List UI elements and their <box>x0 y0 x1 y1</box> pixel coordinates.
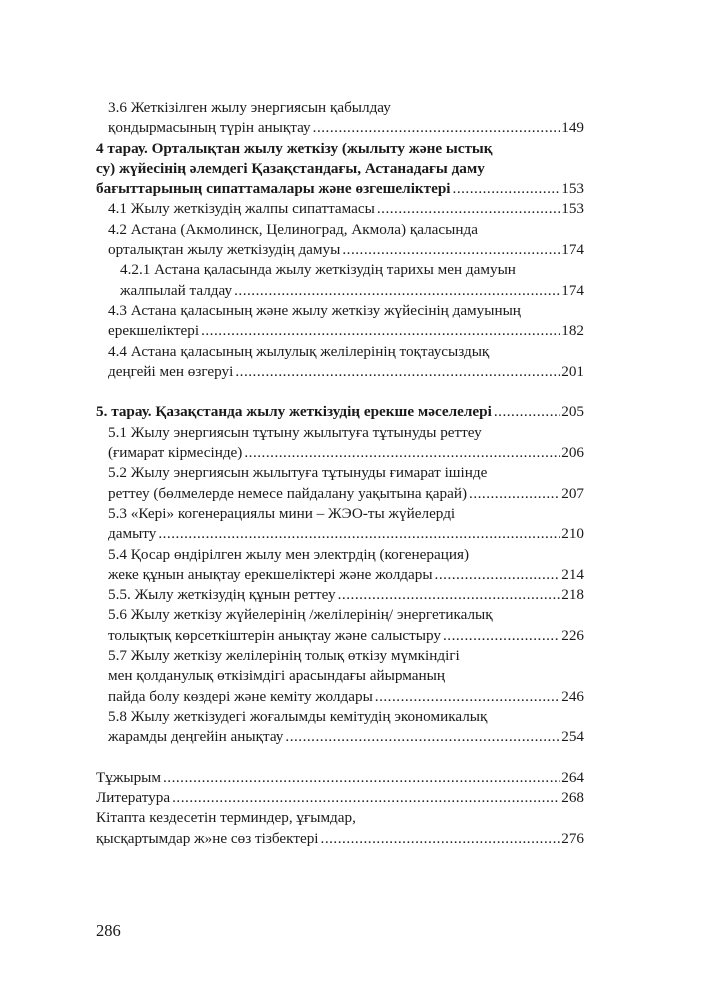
toc-entry-title: 4 тарау. Орталықтан жылу жеткізу (жылыту және ыстық <box>96 139 493 157</box>
toc-entry-title: 4.3 Астана қаласының және жылу жеткізу жүйесінің дамуының <box>108 301 521 319</box>
toc-page-number: 153 <box>561 180 584 198</box>
toc-page-number: 214 <box>561 565 584 583</box>
toc-entry-title: Кітапта кездесетін терминдер, ұғымдар, <box>96 809 356 827</box>
toc-entry-wrapped-line <box>0 139 705 159</box>
section-gap <box>0 382 705 402</box>
toc-page-number: 182 <box>561 322 584 340</box>
toc-entry <box>0 788 705 808</box>
toc-entry <box>0 402 705 422</box>
toc-entry <box>0 484 705 504</box>
toc-dot-leader <box>163 768 560 788</box>
toc-dot-leader <box>494 402 560 422</box>
toc-entry-title: дамыту <box>108 525 157 543</box>
toc-entry-title: 5.8 Жылу жеткізудегі жоғалымды кемітудің экономикалық <box>108 707 488 725</box>
toc-page-number: 226 <box>561 626 584 644</box>
toc-entry-title: 5.7 Жылу жеткізу желілерінің толық өткізу мүмкіндігі <box>108 647 460 665</box>
toc-entry <box>0 281 705 301</box>
toc-entry <box>0 565 705 585</box>
toc-entry <box>0 240 705 260</box>
toc-entry-title: 5.6 Жылу жеткізу жүйелерінің /желілерінің/ энергетикалық <box>108 606 493 624</box>
toc-entry-title: қысқартымдар ж»не сөз тізбектері <box>96 829 319 847</box>
toc-entry-title: Тұжырым <box>96 768 161 786</box>
toc-page-number: 174 <box>561 281 584 299</box>
toc-dot-leader <box>342 240 560 260</box>
toc-entry <box>0 585 705 605</box>
toc-entry-title: жалпылай талдау <box>120 281 233 299</box>
toc-dot-leader <box>313 118 561 138</box>
toc-entry-title: 5.3 «Кері» когенерациялы мини – ЖЭО-ты жүйелерді <box>108 504 456 522</box>
toc-page-number: 210 <box>561 525 584 543</box>
toc-entry-title: 4.4 Астана қаласының жылулық желілерінің тоқтаусыздық <box>108 342 490 360</box>
toc-entry-title: ерекшеліктері <box>108 322 200 340</box>
toc-page-number: 207 <box>561 484 584 502</box>
toc-entry-wrapped-line <box>0 808 705 828</box>
toc-entry-title: пайда болу көздері және кеміту жолдары <box>108 687 373 705</box>
toc-entry-title: 5.5. Жылу жеткізудің құнын реттеу <box>108 586 336 604</box>
toc-entry-wrapped-line <box>0 301 705 321</box>
toc-entry-title: қондырмасының түрін анықтау <box>108 119 311 137</box>
toc-entry-title: жеке құнын анықтау ерекшеліктері және жолдары <box>108 565 433 583</box>
toc-entry-wrapped-line <box>0 463 705 483</box>
toc-entry <box>0 524 705 544</box>
toc-entry-wrapped-line <box>0 707 705 727</box>
toc-entry-title: 4.1 Жылу жеткізудің жалпы сипаттамасы <box>108 200 375 218</box>
toc-entry-title: орталықтан жылу жеткізудің дамуы <box>108 241 341 259</box>
toc-entry-title: (ғимарат кірмесінде) <box>108 444 243 462</box>
toc-entry-wrapped-line <box>0 545 705 565</box>
toc-dot-leader <box>443 626 560 646</box>
toc-dot-leader <box>469 484 560 504</box>
toc-page-number: 254 <box>561 728 584 746</box>
toc-entry-wrapped-line <box>0 260 705 280</box>
toc-dot-leader <box>158 524 560 544</box>
toc-dot-leader <box>321 829 561 849</box>
toc-page-number: 153 <box>561 200 584 218</box>
toc-entry-title: 5. тарау. Қазақстанда жылу жеткізудің ерекше мәселелері <box>96 403 492 421</box>
toc-entry-wrapped-line <box>0 220 705 240</box>
toc-dot-leader <box>338 585 561 605</box>
toc-entry-wrapped-line <box>0 98 705 118</box>
toc-entry-wrapped-line <box>0 605 705 625</box>
toc-dot-leader <box>172 788 560 808</box>
toc-page-number: 205 <box>561 403 584 421</box>
toc-entry-wrapped-line <box>0 504 705 524</box>
toc-dot-leader <box>375 687 560 707</box>
section-gap <box>0 748 705 768</box>
toc-page-number: 276 <box>561 829 584 847</box>
toc-entry-wrapped-line <box>0 159 705 179</box>
page-number: 286 <box>96 921 121 940</box>
toc-dot-leader <box>453 179 561 199</box>
toc-entry-title: 5.2 Жылу энергиясын жылытуға тұтынуды ғимарат ішінде <box>108 464 488 482</box>
toc-entry-title: жарамды деңгейін анықтау <box>108 728 284 746</box>
toc-entry-wrapped-line <box>0 646 705 666</box>
toc-dot-leader <box>234 281 560 301</box>
toc-entry-title: 5.1 Жылу энергиясын тұтыну жылытуға тұтынуды реттеу <box>108 423 482 441</box>
toc-entry <box>0 118 705 138</box>
toc-entry-title: деңгейі мен өзгеруі <box>108 362 234 380</box>
toc-entry <box>0 321 705 341</box>
toc-entry-title: 3.6 Жеткізілген жылу энергиясын қабылдау <box>108 99 391 116</box>
toc-dot-leader <box>235 362 560 382</box>
toc-entry <box>0 626 705 646</box>
toc-page-number: 264 <box>561 768 584 786</box>
toc-entry-title: 4.2 Астана (Акмолинск, Целиноград, Акмола) қаласында <box>108 220 478 238</box>
toc-page-number: 174 <box>561 241 584 259</box>
toc-entry-wrapped-line <box>0 423 705 443</box>
toc-entry-wrapped-line <box>0 666 705 686</box>
toc-entry <box>0 768 705 788</box>
toc-entry <box>0 687 705 707</box>
toc-entry-title: толықтық көрсеткіштерін анықтау және салыстыру <box>108 626 441 644</box>
toc-page-number: 201 <box>561 362 584 380</box>
toc-entry-title: мен қолданулық өткізімдігі арасындағы айырманың <box>108 667 445 685</box>
toc-dot-leader <box>285 727 560 747</box>
toc-entry <box>0 199 705 219</box>
toc-page-number: 149 <box>561 119 584 137</box>
toc-entry-title: 5.4 Қосар өндірілген жылу мен электрдің (когенерация) <box>108 545 469 563</box>
toc-entry-title: реттеу (бөлмелерде немесе пайдалану уақытына қарай) <box>108 484 468 502</box>
toc-dot-leader <box>377 199 560 219</box>
toc-page-number: 246 <box>561 687 584 705</box>
toc-entry <box>0 829 705 849</box>
toc-entry <box>0 179 705 199</box>
toc-page-number: 206 <box>561 444 584 462</box>
toc-dot-leader <box>435 565 561 585</box>
toc-page-number: 218 <box>561 586 584 604</box>
toc-entry-title: Литература <box>96 789 171 807</box>
toc-entry <box>0 443 705 463</box>
toc-entry <box>0 362 705 382</box>
toc-entry-title: су) жүйесінің әлемдегі Қазақстандағы, Астанадағы даму <box>96 159 485 177</box>
toc-entry-wrapped-line <box>0 342 705 362</box>
toc-entry-title: бағыттарының сипаттамалары және өзгешеліктері <box>96 180 451 198</box>
toc-page-number: 268 <box>561 789 584 807</box>
toc-entry-title: 4.2.1 Астана қаласында жылу жеткізудің тарихы мен дамуын <box>120 261 516 279</box>
toc-dot-leader <box>201 321 560 341</box>
toc-dot-leader <box>244 443 560 463</box>
table-of-contents <box>0 98 705 849</box>
toc-entry <box>0 727 705 747</box>
